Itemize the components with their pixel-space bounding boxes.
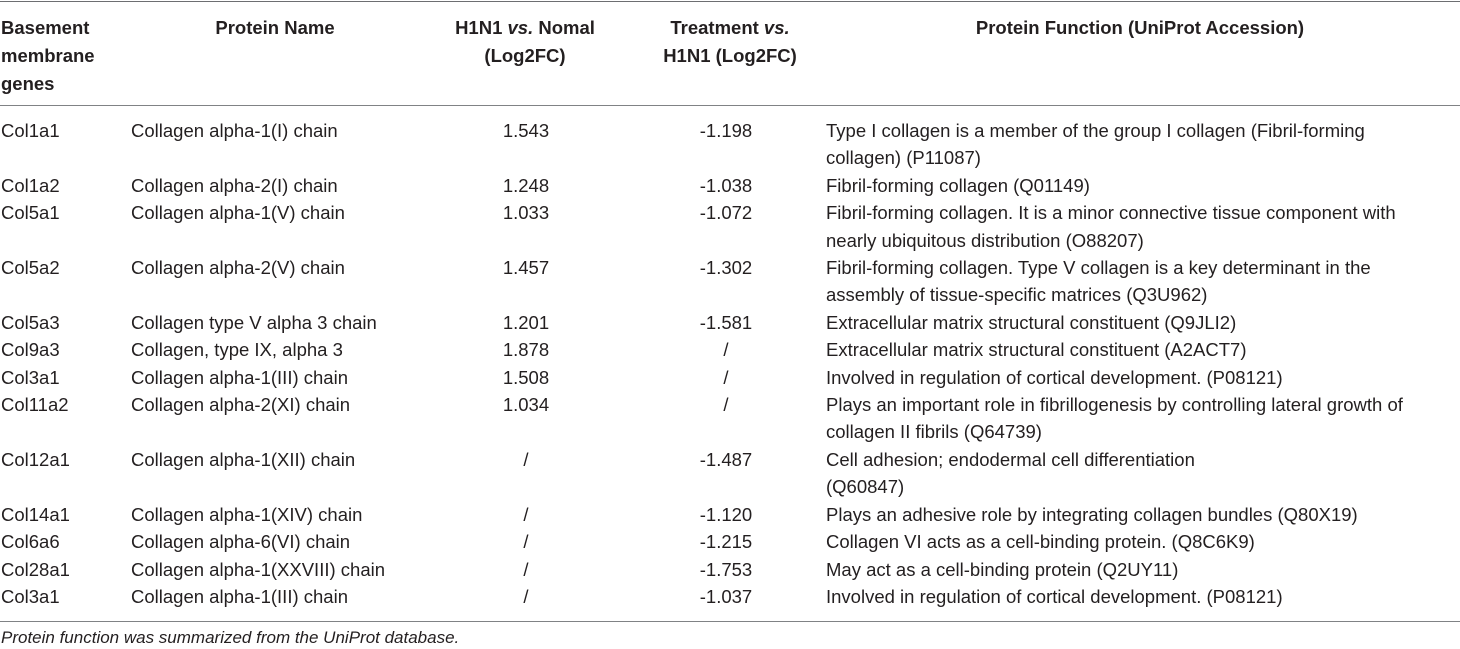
function-line: Cell adhesion; endodermal cell differentiation (826, 448, 1195, 470)
cell-protein-name: Collagen alpha-6(VI) chain (131, 531, 351, 553)
cell-h1n1-log2fc: 1.248 (502, 174, 550, 196)
table-top-rule (0, 1, 1460, 2)
cell-protein-function (826, 254, 1460, 309)
table-row (0, 254, 1460, 309)
cell-treatment-log2fc: -1.198 (699, 120, 753, 141)
table-header-rule (0, 105, 1460, 106)
cell-gene: Col11a2 (1, 394, 69, 416)
cell-gene: Col5a1 (1, 202, 60, 224)
cell-protein-function (826, 199, 1460, 254)
table-footnote: Protein function was summarized from the UniProt database. (1, 628, 460, 647)
function-line: collagen) (P11087) (826, 147, 981, 169)
cell-protein-name: Collagen, type IX, alpha 3 (131, 339, 343, 361)
cell-protein-name: Collagen alpha-2(XI) chain (131, 394, 351, 416)
header-gene-line: Basement (1, 17, 90, 38)
function-line: Fibril-forming collagen (Q01149) (826, 174, 1090, 196)
function-line: Involved in regulation of cortical development. (P08121) (826, 585, 1283, 607)
header-gene (1, 14, 119, 98)
table-row (0, 336, 1460, 363)
table-row (0, 117, 1460, 172)
cell-treatment-log2fc: -1.037 (699, 585, 753, 607)
cell-treatment-log2fc: / (723, 339, 729, 361)
cell-gene: Col3a1 (1, 366, 60, 388)
function-line: Involved in regulation of cortical development. (P08121) (826, 366, 1283, 388)
cell-h1n1-log2fc: / (523, 448, 529, 470)
cell-protein-name: Collagen alpha-1(III) chain (131, 366, 348, 388)
header-gene-line: membrane (1, 45, 95, 66)
function-line: May act as a cell-binding protein (Q2UY11) (826, 558, 1179, 580)
table-row (0, 528, 1460, 555)
cell-treatment-log2fc: -1.038 (699, 174, 753, 196)
cell-h1n1-log2fc: / (523, 585, 529, 607)
cell-protein-function (826, 117, 1460, 172)
cell-protein-function (826, 336, 1460, 363)
table-bottom-rule (0, 621, 1460, 622)
cell-treatment-log2fc: -1.487 (699, 448, 753, 470)
cell-protein-name: Collagen alpha-1(XIV) chain (131, 503, 363, 525)
table-row (0, 556, 1460, 583)
function-line: assembly of tissue-specific matrices (Q3U962) (826, 284, 1208, 306)
cell-h1n1-log2fc: 1.457 (502, 257, 550, 279)
header-protein-function: Protein Function (UniProt Accession) (975, 17, 1305, 38)
cell-gene: Col28a1 (1, 558, 70, 580)
function-line: Type I collagen is a member of the group I collagen (Fibril-forming (826, 120, 1365, 141)
cell-h1n1-log2fc: 1.201 (502, 311, 550, 333)
cell-protein-name: Collagen alpha-1(I) chain (131, 120, 338, 141)
cell-gene: Col5a2 (1, 257, 60, 279)
function-line: (Q60847) (826, 476, 905, 498)
cell-treatment-log2fc: / (723, 366, 729, 388)
function-line: Plays an adhesive role by integrating collagen bundles (Q80X19) (826, 503, 1358, 525)
table-row (0, 364, 1460, 391)
cell-protein-function (826, 446, 1460, 501)
table-row (0, 172, 1460, 199)
header-h1n1-text: Nomal (533, 17, 595, 38)
cell-gene: Col1a1 (1, 120, 60, 141)
cell-h1n1-log2fc: 1.543 (502, 120, 550, 141)
cell-protein-function (826, 172, 1460, 199)
cell-protein-function (826, 501, 1460, 528)
cell-treatment-log2fc: -1.120 (699, 503, 753, 525)
cell-protein-function (826, 309, 1460, 336)
header-treatment-vs: vs. (763, 17, 790, 38)
cell-protein-name: Collagen alpha-1(V) chain (131, 202, 345, 224)
header-gene-line: genes (1, 73, 55, 94)
cell-gene: Col9a3 (1, 339, 60, 361)
cell-treatment-log2fc: -1.753 (699, 558, 753, 580)
table-row (0, 446, 1460, 501)
header-treatment-vs-h1n1 (630, 14, 830, 70)
cell-gene: Col6a6 (1, 531, 60, 553)
cell-protein-name: Collagen alpha-2(V) chain (131, 257, 345, 279)
cell-gene: Col1a2 (1, 174, 60, 196)
cell-h1n1-log2fc: 1.033 (502, 202, 550, 224)
cell-protein-name: Collagen alpha-1(III) chain (131, 585, 348, 607)
cell-h1n1-log2fc: 1.508 (502, 366, 550, 388)
cell-gene: Col12a1 (1, 448, 70, 470)
cell-protein-function (826, 556, 1460, 583)
table-row (0, 199, 1460, 254)
table-row (0, 391, 1460, 446)
cell-protein-name: Collagen alpha-1(XXVIII) chain (131, 558, 386, 580)
function-line: collagen II fibrils (Q64739) (826, 421, 1042, 443)
header-h1n1-vs: vs. (507, 17, 534, 38)
cell-protein-function (826, 391, 1460, 446)
function-line: Extracellular matrix structural constituent (A2ACT7) (826, 339, 1247, 361)
cell-gene: Col5a3 (1, 311, 60, 333)
cell-h1n1-log2fc: 1.034 (502, 394, 550, 416)
cell-h1n1-log2fc: / (523, 503, 529, 525)
header-h1n1-vs-normal (420, 14, 630, 70)
table-row (0, 583, 1460, 610)
cell-treatment-log2fc: -1.215 (699, 531, 753, 553)
table-row (0, 309, 1460, 336)
cell-protein-name: Collagen alpha-2(I) chain (131, 174, 338, 196)
function-line: Collagen VI acts as a cell-binding protein. (Q8C6K9) (826, 531, 1255, 553)
function-line: Extracellular matrix structural constituent (Q9JLI2) (826, 311, 1237, 333)
cell-treatment-log2fc: -1.302 (699, 257, 753, 279)
header-h1n1-unit: (Log2FC) (484, 45, 566, 66)
header-h1n1-text: H1N1 (455, 17, 508, 38)
table-row (0, 501, 1460, 528)
cell-gene: Col3a1 (1, 585, 60, 607)
header-protein-name: Protein Name (215, 17, 335, 38)
cell-protein-function (826, 364, 1460, 391)
cell-protein-name: Collagen alpha-1(XII) chain (131, 448, 356, 470)
header-treatment-text: Treatment (670, 17, 764, 38)
header-treatment-unit: H1N1 (Log2FC) (663, 45, 797, 66)
cell-gene: Col14a1 (1, 503, 70, 525)
cell-treatment-log2fc: -1.581 (699, 311, 753, 333)
table-body (0, 117, 1460, 610)
cell-h1n1-log2fc: 1.878 (502, 339, 550, 361)
function-line: Fibril-forming collagen. Type V collagen is a key determinant in the (826, 257, 1371, 279)
cell-h1n1-log2fc: / (523, 531, 529, 553)
cell-protein-function (826, 528, 1460, 555)
function-line: nearly ubiquitous distribution (O88207) (826, 229, 1144, 251)
cell-treatment-log2fc: / (723, 394, 729, 416)
cell-protein-name: Collagen type V alpha 3 chain (131, 311, 377, 333)
function-line: Plays an important role in fibrillogenesis by controlling lateral growth of (826, 394, 1403, 416)
cell-h1n1-log2fc: / (523, 558, 529, 580)
cell-treatment-log2fc: -1.072 (699, 202, 753, 224)
cell-protein-function (826, 583, 1460, 610)
function-line: Fibril-forming collagen. It is a minor connective tissue component with (826, 202, 1396, 224)
